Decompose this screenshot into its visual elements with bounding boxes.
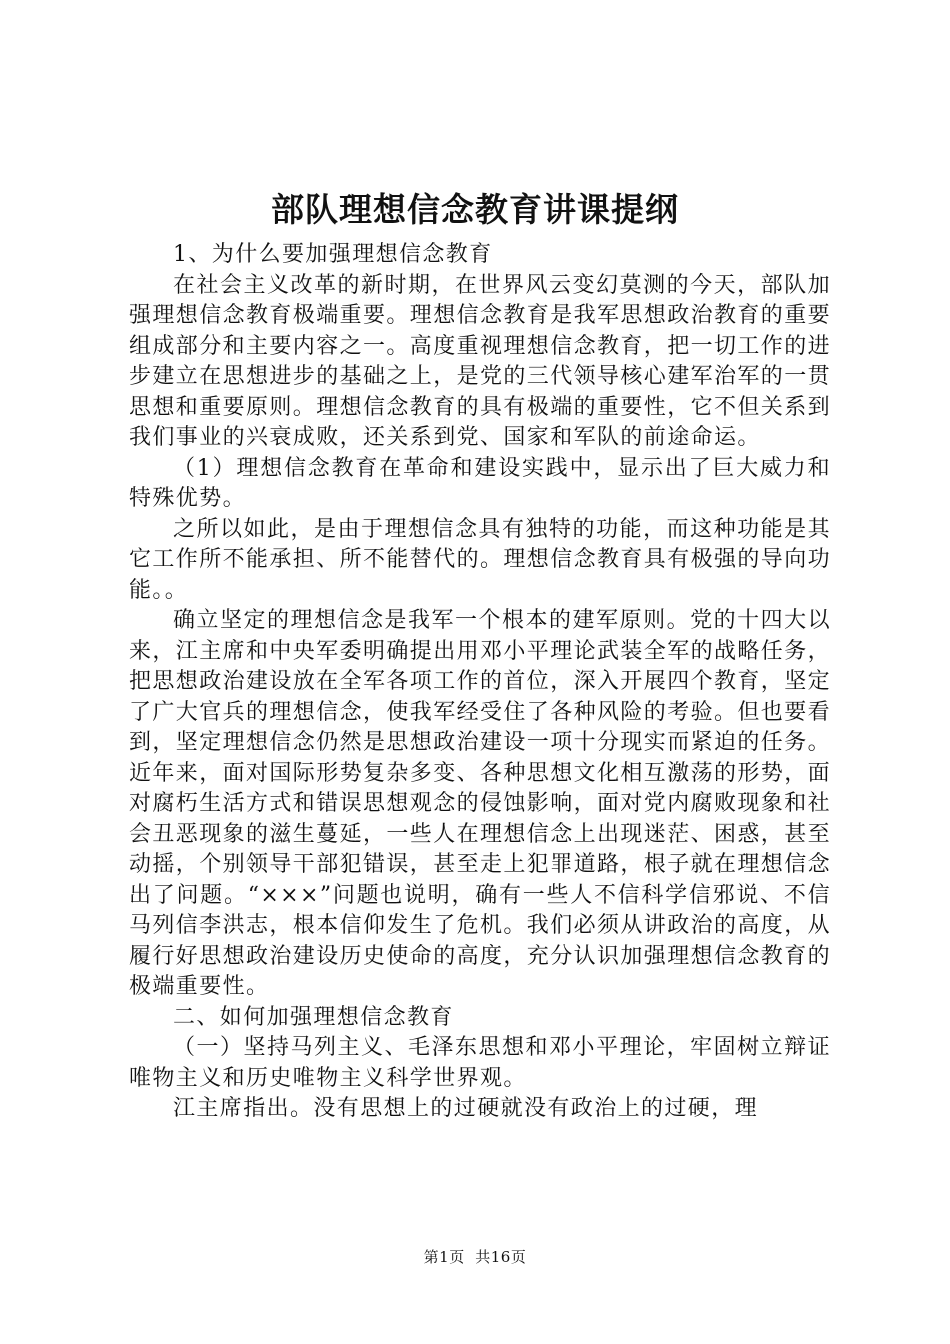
page-total: 共16页: [475, 1248, 527, 1266]
document-title: 部队理想信念教育讲课提纲: [271, 190, 679, 229]
subsection-heading: （一）坚持马列主义、毛泽东思想和邓小平理论，牢固树立辩证唯物主义和历史唯物主义科学世界观。: [129, 1035, 831, 1091]
page-footer: [0, 1246, 950, 1267]
section-heading-1: 1、为什么要加强理想信念教育: [173, 242, 493, 267]
page-number: 第1页: [423, 1248, 465, 1266]
subsection-heading: （1）理想信念教育在革命和建设实践中，显示出了巨大威力和特殊优势。: [129, 455, 831, 511]
paragraph: 之所以如此，是由于理想信念具有独特的功能，而这种功能是其它工作所不能承担、所不能替代的。理想信念教育具有极强的导向功能。。: [129, 516, 832, 603]
paragraph: 确立坚定的理想信念是我军一个根本的建军原则。党的十四大以来，江主席和中央军委明确提出用邓小平理论武装全军的战略任务，把思想政治建设放在全军各项工作的首位，深入开展四个教育，坚定了广大官兵的理想信念，使我军经受住了各种风险的考验。但也要看到，坚定理想信念仍然是思想政治建设一项十分现实而紧迫的任务。近年来，面对国际形势复杂多变、各种思想文化相互激荡的形势，面对腐朽生活方式和错误思想观念的侵蚀影响，面对党内腐败现象和社会丑恶现象的滋生蔓延，一些人在理想信念上出现迷茫、困惑，甚至动摇，个别领导干部犯错误，甚至走上犯罪道路，根子就在理想信念出了问题。“×××”问题也说明，确有一些人不信科学信邪说、不信马列信李洪志，根本信仰发生了危机。我们必须从讲政治的高度，从履行好思想政治建设历史使命的高度，充分认识加强理想信念教育的极端重要性。: [129, 608, 832, 999]
paragraph: 江主席指出。没有思想上的过硬就没有政治上的过硬，理: [173, 1096, 759, 1121]
paragraph: 在社会主义改革的新时期，在世界风云变幻莫测的今天，部队加强理想信念教育极端重要。理想信念教育是我军思想政治教育的重要组成部分和主要内容之一。高度重视理想信念教育，把一切工作的进步建立在思想进步的基础之上，是党的三代领导核心建军治军的一贯思想和重要原则。理想信念教育的具有极端的重要性，它不但关系到我们事业的兴衰成败，还关系到党、国家和军队的前途命运。: [129, 272, 832, 450]
document-body: [129, 240, 831, 1125]
section-heading-2: 二、如何加强理想信念教育: [173, 1004, 454, 1030]
